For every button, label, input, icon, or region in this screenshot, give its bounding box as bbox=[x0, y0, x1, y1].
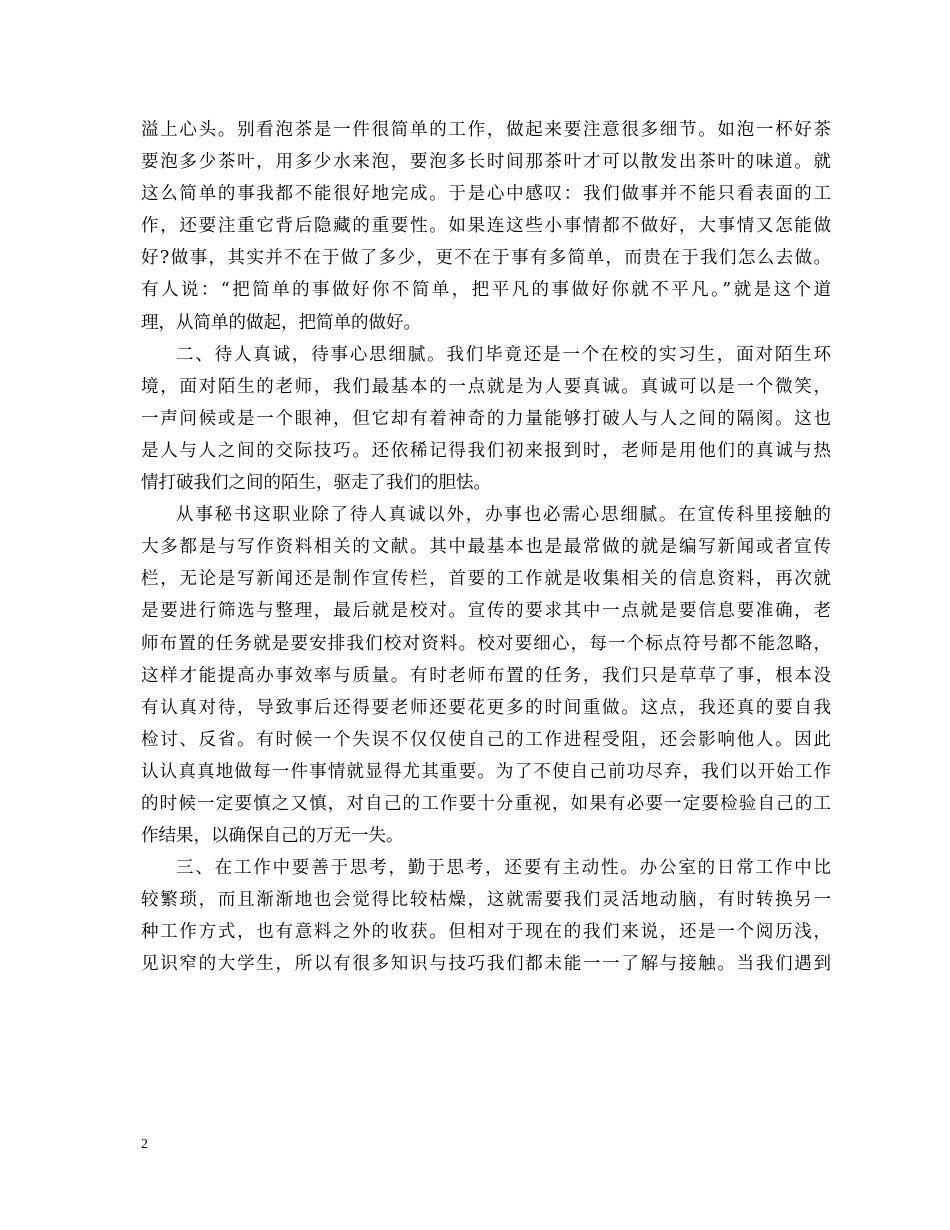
text-line: 二、待人真诚，待事心思细腻。我们毕竟还是一个在校的实习生，面对陌生环 bbox=[176, 344, 831, 365]
text-line: 大多都是与写作资料相关的文献。其中最基本也是最常做的就是编写新闻或者宣传 bbox=[141, 537, 831, 558]
text-line: 有认真对待，导致事后还得要老师还要花更多的时间重做。这点，我还真的要自我 bbox=[141, 697, 831, 718]
text-line: 栏，无论是写新闻还是制作宣传栏，首要的工作就是收集相关的信息资料，再次就 bbox=[141, 569, 831, 590]
body-text bbox=[141, 114, 831, 981]
text-line: 三、在工作中要善于思考，勤于思考，还要有主动性。办公室的日常工作中比 bbox=[176, 858, 831, 879]
text-line: 见识窄的大学生，所以有很多知识与技巧我们都未能一一了解与接触。当我们遇到 bbox=[141, 954, 831, 975]
text-line: 种工作方式，也有意料之外的收获。但相对于现在的我们来说，还是一个阅历浅， bbox=[141, 922, 831, 943]
text-line: 是人与人之间的交际技巧。还依稀记得我们初来报到时，老师是用他们的真诚与热 bbox=[141, 440, 831, 461]
text-line: 这样才能提高办事效率与质量。有时老师布置的任务，我们只是草草了事，根本没 bbox=[141, 665, 831, 686]
text-line: 认认真真地做每一件事情就显得尤其重要。为了不使自己前功尽弃，我们以开始工作 bbox=[141, 761, 831, 782]
text-line: 师布置的任务就是要安排我们校对资料。校对要细心，每一个标点符号都不能忽略， bbox=[141, 633, 831, 654]
text-line: 有人说：“把简单的事做好你不简单，把平凡的事做好你就不平凡。”就是这个道 bbox=[141, 280, 831, 301]
text-line: 一声问候或是一个眼神，但它却有着神奇的力量能够打破人与人之间的隔阂。这也 bbox=[141, 408, 831, 429]
text-line: 是要进行筛选与整理，最后就是校对。宣传的要求其中一点就是要信息要准确，老 bbox=[141, 601, 831, 622]
page-number: 2 bbox=[141, 1137, 148, 1152]
text-line: 作结果，以确保自己的万无一失。 bbox=[141, 826, 404, 847]
text-line: 要泡多少茶叶，用多少水来泡，要泡多长时间那茶叶才可以散发出茶叶的味道。就 bbox=[141, 152, 831, 173]
text-line: 理，从简单的做起，把简单的做好。 bbox=[141, 312, 421, 333]
text-line: 溢上心头。别看泡茶是一件很简单的工作，做起来要注意很多细节。如泡一杯好茶 bbox=[141, 120, 831, 140]
text-line: 的时候一定要慎之又慎，对自己的工作要十分重视，如果有必要一定要检验自己的工 bbox=[141, 793, 831, 814]
text-line: 从事秘书这职业除了待人真诚以外，办事也必需心思细腻。在宣传科里接触的 bbox=[176, 505, 831, 526]
text-line: 境，面对陌生的老师，我们最基本的一点就是为人要真诚。真诚可以是一个微笑， bbox=[141, 376, 831, 397]
text-line: 作，还要注重它背后隐藏的重要性。如果连这些小事情都不做好，大事情又怎能做 bbox=[141, 216, 831, 237]
text-line: 这么简单的事我都不能很好地完成。于是心中感叹：我们做事并不能只看表面的工 bbox=[141, 184, 831, 205]
text-line: 情打破我们之间的陌生，驱走了我们的胆怯。 bbox=[141, 473, 491, 494]
text-line: 检讨、反省。有时候一个失误不仅仅使自己的工作进程受阻，还会影响他人。因此 bbox=[141, 729, 831, 750]
text-line: 较繁琐，而且渐渐地也会觉得比较枯燥，这就需要我们灵活地动脑，有时转换另一 bbox=[141, 890, 831, 911]
text-line: 好?做事，其实并不在于做了多少，更不在于事有多简单，而贵在于我们怎么去做。 bbox=[141, 248, 831, 269]
